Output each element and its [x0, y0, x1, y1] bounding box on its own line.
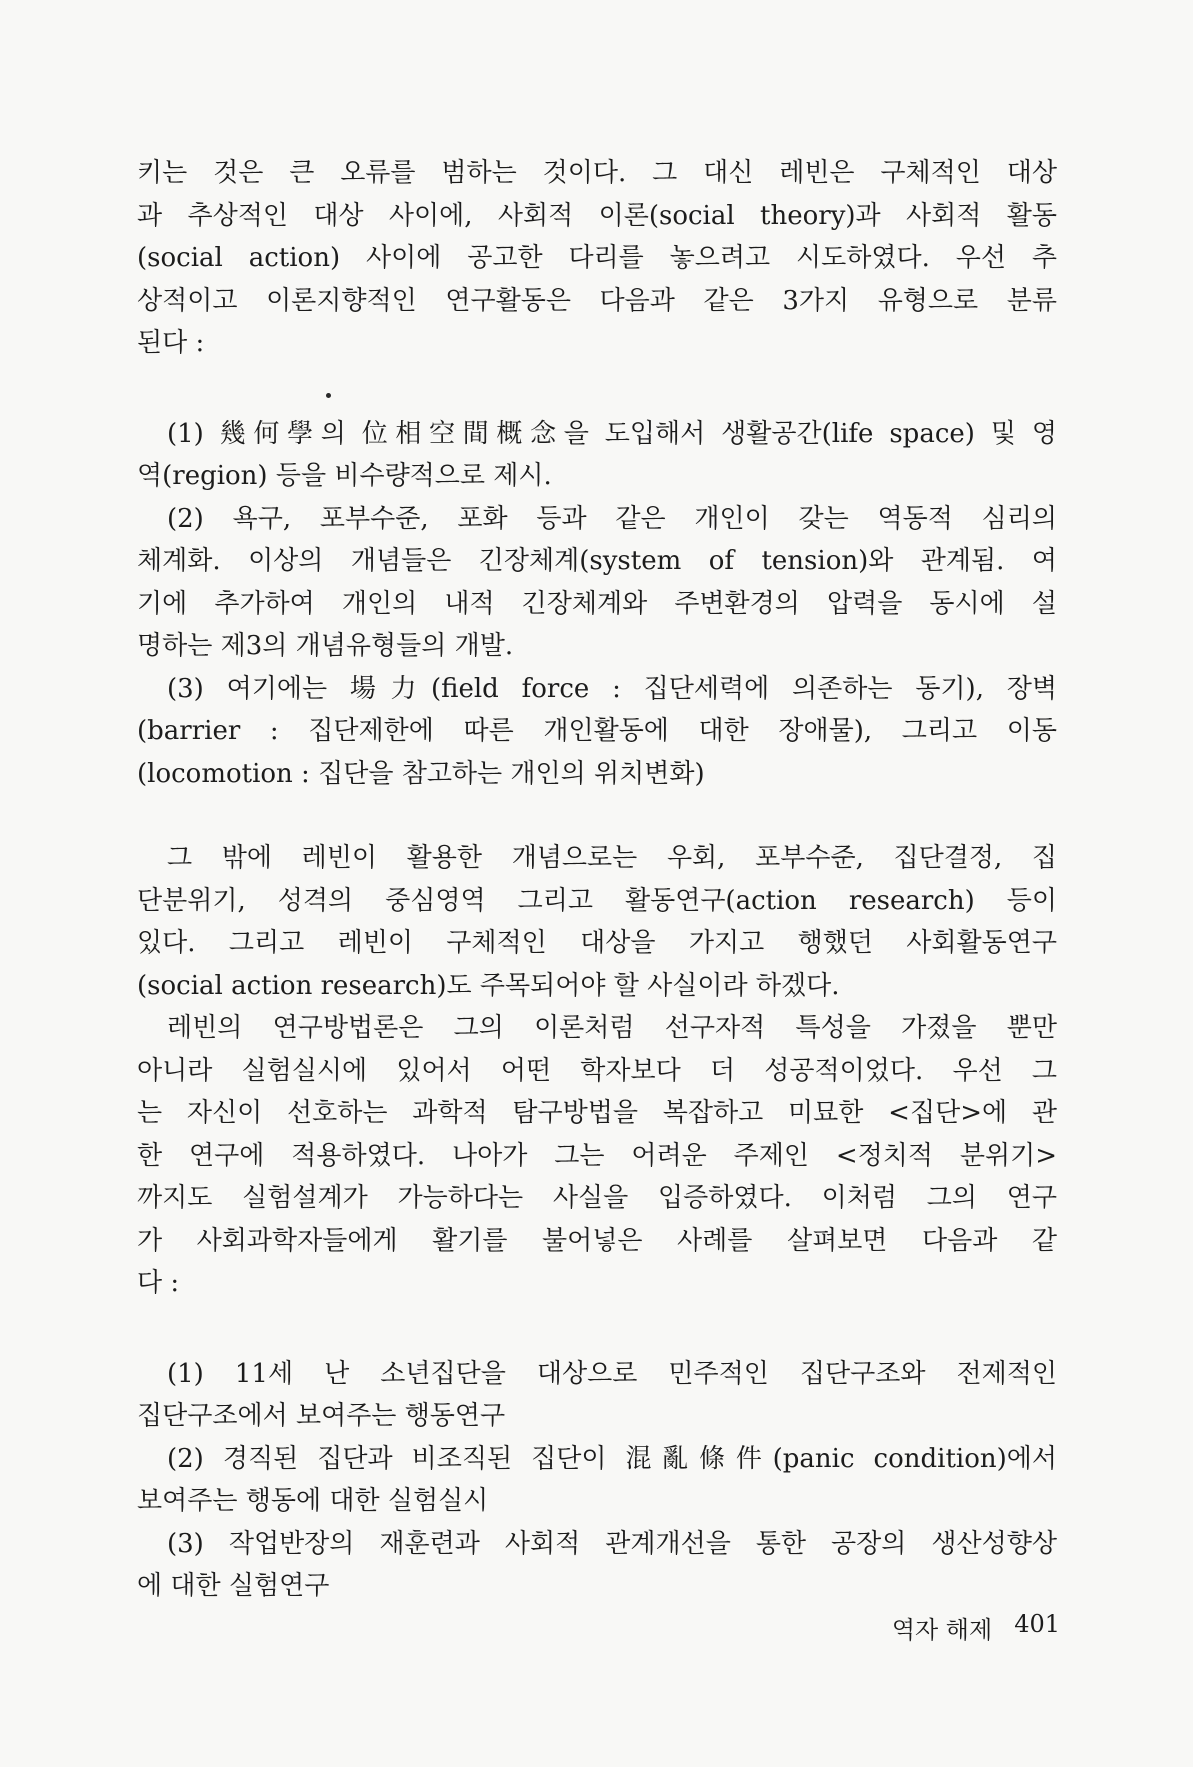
text-line: 까지도 실험설계가 가능하다는 사실을 입증하였다. 이처럼 그의 연구: [137, 1183, 1057, 1213]
list-item: (3) 여기에는 場力(field force : 집단세력에 의존하는 동기), 장벽: [167, 673, 1057, 704]
list-item: (2) 경직된 집단과 비조직된 집단이 混亂條件(panic condition)에서: [167, 1443, 1057, 1474]
paragraph-gap: [137, 1305, 1057, 1353]
text-line: 에 대한 실험연구: [137, 1571, 330, 1601]
paragraph-gap: [137, 795, 1057, 837]
paragraph-gap: [137, 365, 1057, 413]
page-number: 401: [1014, 1610, 1060, 1638]
page-footer: [820, 1610, 1060, 1645]
list-item: (1) 幾何學의 位相空間概念을 도입해서 생활공간(life space) 및 영: [167, 418, 1057, 449]
text-line: 다 :: [137, 1268, 180, 1298]
text-line: 명하는 제3의 개념유형들의 개발.: [137, 631, 514, 661]
text-line: 보여주는 행동에 대한 실험실시: [137, 1486, 489, 1516]
list-item: (1) 11세 난 소년집단을 대상으로 민주적인 집단구조와 전제적인: [167, 1358, 1057, 1389]
text-line: 된다 :: [137, 328, 205, 358]
text-line: 는 자신이 선호하는 과학적 탐구방법을 복잡하고 미묘한 <집단>에 관: [137, 1098, 1057, 1128]
text-line: (locomotion : 집단을 참고하는 개인의 위치변화): [137, 758, 705, 789]
text-line: 체계화. 이상의 개념들은 긴장체계(system of tension)와 관계됨. 여: [137, 546, 1057, 576]
text-line: (barrier : 집단제한에 따른 개인활동에 대한 장애물), 그리고 이동: [137, 716, 1057, 746]
text-line: 과 추상적인 대상 사이에, 사회적 이론(social theory)과 사회적 활동: [137, 200, 1057, 231]
running-footer-section: 역자 해제: [891, 1616, 993, 1644]
list-item: (3) 작업반장의 재훈련과 사회적 관계개선을 통한 공장의 생산성향상: [167, 1528, 1057, 1559]
text-line: 가 사회과학자들에게 활기를 불어넣은 사례를 살펴보면 다음과 같: [137, 1225, 1057, 1256]
text-line: 키는 것은 큰 오류를 범하는 것이다. 그 대신 레빈은 구체적인 대상: [137, 158, 1057, 188]
text-line: 집단구조에서 보여주는 행동연구: [137, 1401, 506, 1431]
text-line: (social action) 사이에 공고한 다리를 놓으려고 시도하였다. 우선 추: [137, 243, 1057, 273]
list-item: (2) 욕구, 포부수준, 포화 등과 같은 개인이 갖는 역동적 심리의: [167, 503, 1057, 534]
text-line: 레빈의 연구방법론은 그의 이론처럼 선구자적 특성을 가졌을 뿐만: [167, 1013, 1057, 1043]
text-line: 기에 추가하여 개인의 내적 긴장체계와 주변환경의 압력을 동시에 설: [137, 588, 1057, 619]
text-line: 아니라 실험실시에 있어서 어떤 학자보다 더 성공적이었다. 우선 그: [137, 1055, 1057, 1086]
text-line: 역(region) 등을 비수량적으로 제시.: [137, 461, 552, 491]
body-text: [137, 152, 1057, 1608]
text-line: (social action research)도 주목되어야 할 사실이라 하겠다.: [137, 970, 840, 1001]
text-line: 단분위기, 성격의 중심영역 그리고 활동연구(action research) 등이: [137, 885, 1057, 916]
text-line: 상적이고 이론지향적인 연구활동은 다음과 같은 3가지 유형으로 분류: [137, 285, 1057, 316]
text-line: 있다. 그리고 레빈이 구체적인 대상을 가지고 행했던 사회활동연구: [137, 928, 1057, 958]
text-line: 한 연구에 적용하였다. 나아가 그는 어려운 주제인 <정치적 분위기>: [137, 1140, 1057, 1171]
text-line: 그 밖에 레빈이 활용한 개념으로는 우회, 포부수준, 집단결정, 집: [167, 843, 1057, 873]
